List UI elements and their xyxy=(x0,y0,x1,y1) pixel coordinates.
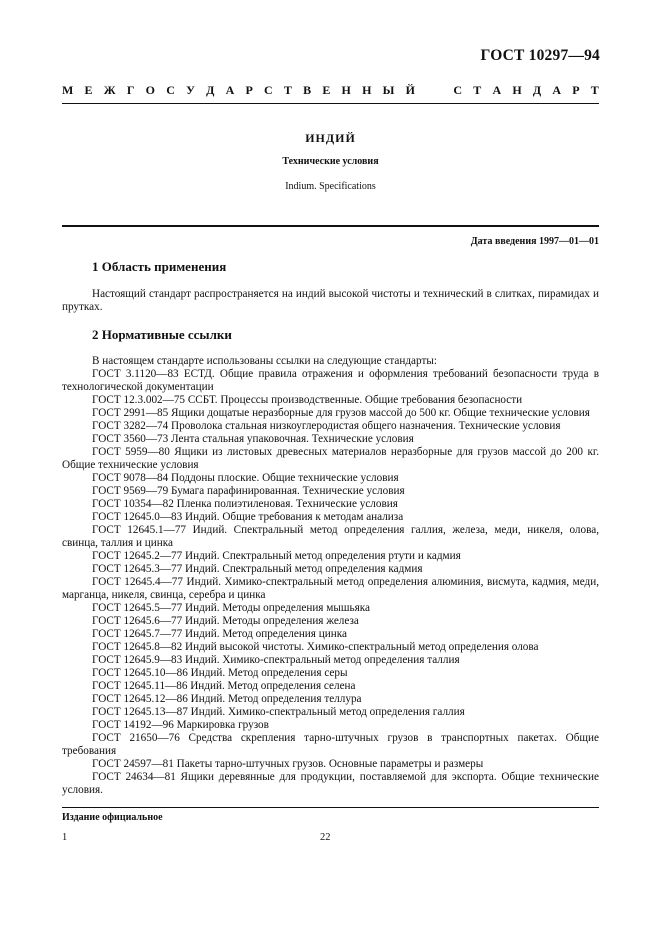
banner-letter: Ж xyxy=(103,83,116,97)
reference-item: ГОСТ 3282—74 Проволока стальная низкоуглеродистая общего назначения. Технические условия xyxy=(92,420,561,432)
introduction-date: Дата введения 1997—01—01 xyxy=(470,236,599,247)
reference-item: ГОСТ 12645.5—77 Индий. Методы определения мышьяка xyxy=(92,602,370,614)
official-edition-label: Издание официальное xyxy=(62,812,163,823)
section-1-heading: 1 Область применения xyxy=(92,259,227,274)
section-1-paragraph xyxy=(62,288,599,314)
banner-letter: Н xyxy=(362,83,372,97)
reference-item: ГОСТ 12645.13—87 Индий. Химико-спектральный метод определения галлия xyxy=(92,706,465,718)
top-divider xyxy=(62,103,599,104)
banner-letter: Д xyxy=(206,83,215,97)
normative-references-list xyxy=(62,355,599,797)
document-number: ГОСТ 10297—94 xyxy=(480,47,600,64)
reference-item: ГОСТ 5959—80 Ящики из листовых древесных материалов неразборные для грузов массой до 200 кг. Общие технические условия xyxy=(62,446,599,471)
reference-item: ГОСТ 12645.7—77 Индий. Метод определения цинка xyxy=(92,628,347,640)
footer-divider xyxy=(62,807,599,808)
reference-item: ГОСТ 12645.9—83 Индий. Химико-спектральный метод определения таллия xyxy=(92,654,460,666)
banner-letter: С xyxy=(453,83,463,97)
title-divider xyxy=(62,225,599,227)
banner-letter: Е xyxy=(84,83,93,97)
banner-letter: Т xyxy=(283,83,292,97)
section-2-heading: 2 Нормативные ссылки xyxy=(92,327,232,342)
banner-letter: А xyxy=(225,83,235,97)
interstate-standard-banner xyxy=(62,83,599,98)
sheet-number: 1 xyxy=(62,832,68,843)
reference-item: ГОСТ 12645.1—77 Индий. Спектральный метод определения галлия, железа, меди, никеля, олова, свинца, таллия и цинка xyxy=(62,524,599,549)
reference-item: ГОСТ 3560—73 Лента стальная упаковочная. Технические условия xyxy=(92,433,414,445)
reference-item: ГОСТ 14192—96 Маркировка грузов xyxy=(92,719,269,731)
reference-item: ГОСТ 2991—85 Ящики дощатые неразборные для грузов массой до 500 кг. Общие технические условия xyxy=(92,407,590,419)
banner-letter: Р xyxy=(245,83,253,97)
banner-letter: С xyxy=(264,83,273,97)
banner-letter: Р xyxy=(572,83,580,97)
reference-item: ГОСТ 10354—82 Пленка полиэтиленовая. Технические условия xyxy=(92,498,398,510)
banner-letter: Е xyxy=(322,83,331,97)
references-intro: В настоящем стандарте использованы ссылки на следующие стандарты: xyxy=(92,355,437,367)
reference-item: ГОСТ 12645.2—77 Индий. Спектральный метод определения ртути и кадмия xyxy=(92,550,461,562)
section-1-text: Настоящий стандарт распространяется на индий высокой чистоты и технический в слитках, пирамидах и прутках. xyxy=(62,288,599,313)
banner-letter: Й xyxy=(405,83,415,97)
banner-letter: Т xyxy=(590,83,599,97)
reference-item: ГОСТ 12645.10—86 Индий. Метод определения серы xyxy=(92,667,348,679)
reference-item: ГОСТ 12645.8—82 Индий высокой чистоты. Химико-спектральный метод определения олова xyxy=(92,641,539,653)
reference-item: ГОСТ 3.1120—83 ЕСТД. Общие правила отражения и оформления требований безопасности труда в технологической документации xyxy=(62,368,599,393)
reference-item: ГОСТ 21650—76 Средства скрепления тарно-штучных грузов в транспортных пакетах. Общие требования xyxy=(62,732,599,757)
banner-letter: Ы xyxy=(382,83,395,97)
word-gap xyxy=(426,83,442,98)
reference-item: ГОСТ 12645.0—83 Индий. Общие требования к методам анализа xyxy=(92,511,404,523)
banner-letter: М xyxy=(62,83,74,97)
banner-letter: В xyxy=(303,83,312,97)
reference-item: ГОСТ 12645.3—77 Индий. Спектральный метод определения кадмия xyxy=(92,563,423,575)
banner-letter: А xyxy=(552,83,562,97)
reference-item: ГОСТ 12645.6—77 Индий. Методы определения железа xyxy=(92,615,359,627)
reference-item: ГОСТ 9569—79 Бумага парафинированная. Технические условия xyxy=(92,485,405,497)
reference-item: ГОСТ 12645.12—86 Индий. Метод определения теллура xyxy=(92,693,362,705)
banner-letter: С xyxy=(166,83,175,97)
banner-letter: Д xyxy=(532,83,542,97)
banner-letter: Н xyxy=(341,83,351,97)
reference-item: ГОСТ 24634—81 Ящики деревянные для продукции, поставляемой для экспорта. Общие технические условия. xyxy=(62,771,599,796)
page-number: 22 xyxy=(320,832,331,843)
banner-letter: У xyxy=(186,83,195,97)
reference-item: ГОСТ 12.3.002—75 ССБТ. Процессы производственные. Общие требования безопасности xyxy=(92,394,523,406)
reference-item: ГОСТ 9078—84 Поддоны плоские. Общие технические условия xyxy=(92,472,399,484)
document-subtitle: Технические условия xyxy=(282,156,379,167)
document-subtitle-english: Indium. Specifications xyxy=(285,181,376,192)
banner-letter: Н xyxy=(512,83,522,97)
banner-letter: А xyxy=(492,83,502,97)
banner-letter: Г xyxy=(126,83,135,97)
reference-item: ГОСТ 12645.11—86 Индий. Метод определения селена xyxy=(92,680,356,692)
reference-item: ГОСТ 12645.4—77 Индий. Химико-спектральный метод определения алюминия, висмута, кадмия, меди, марганца, никеля, свинца, серебра и цинка xyxy=(62,576,599,601)
banner-letter: Т xyxy=(473,83,482,97)
document-title: ИНДИЙ xyxy=(305,131,356,145)
reference-item: ГОСТ 24597—81 Пакеты тарно-штучных грузов. Основные параметры и размеры xyxy=(92,758,484,770)
banner-letter: О xyxy=(145,83,156,97)
